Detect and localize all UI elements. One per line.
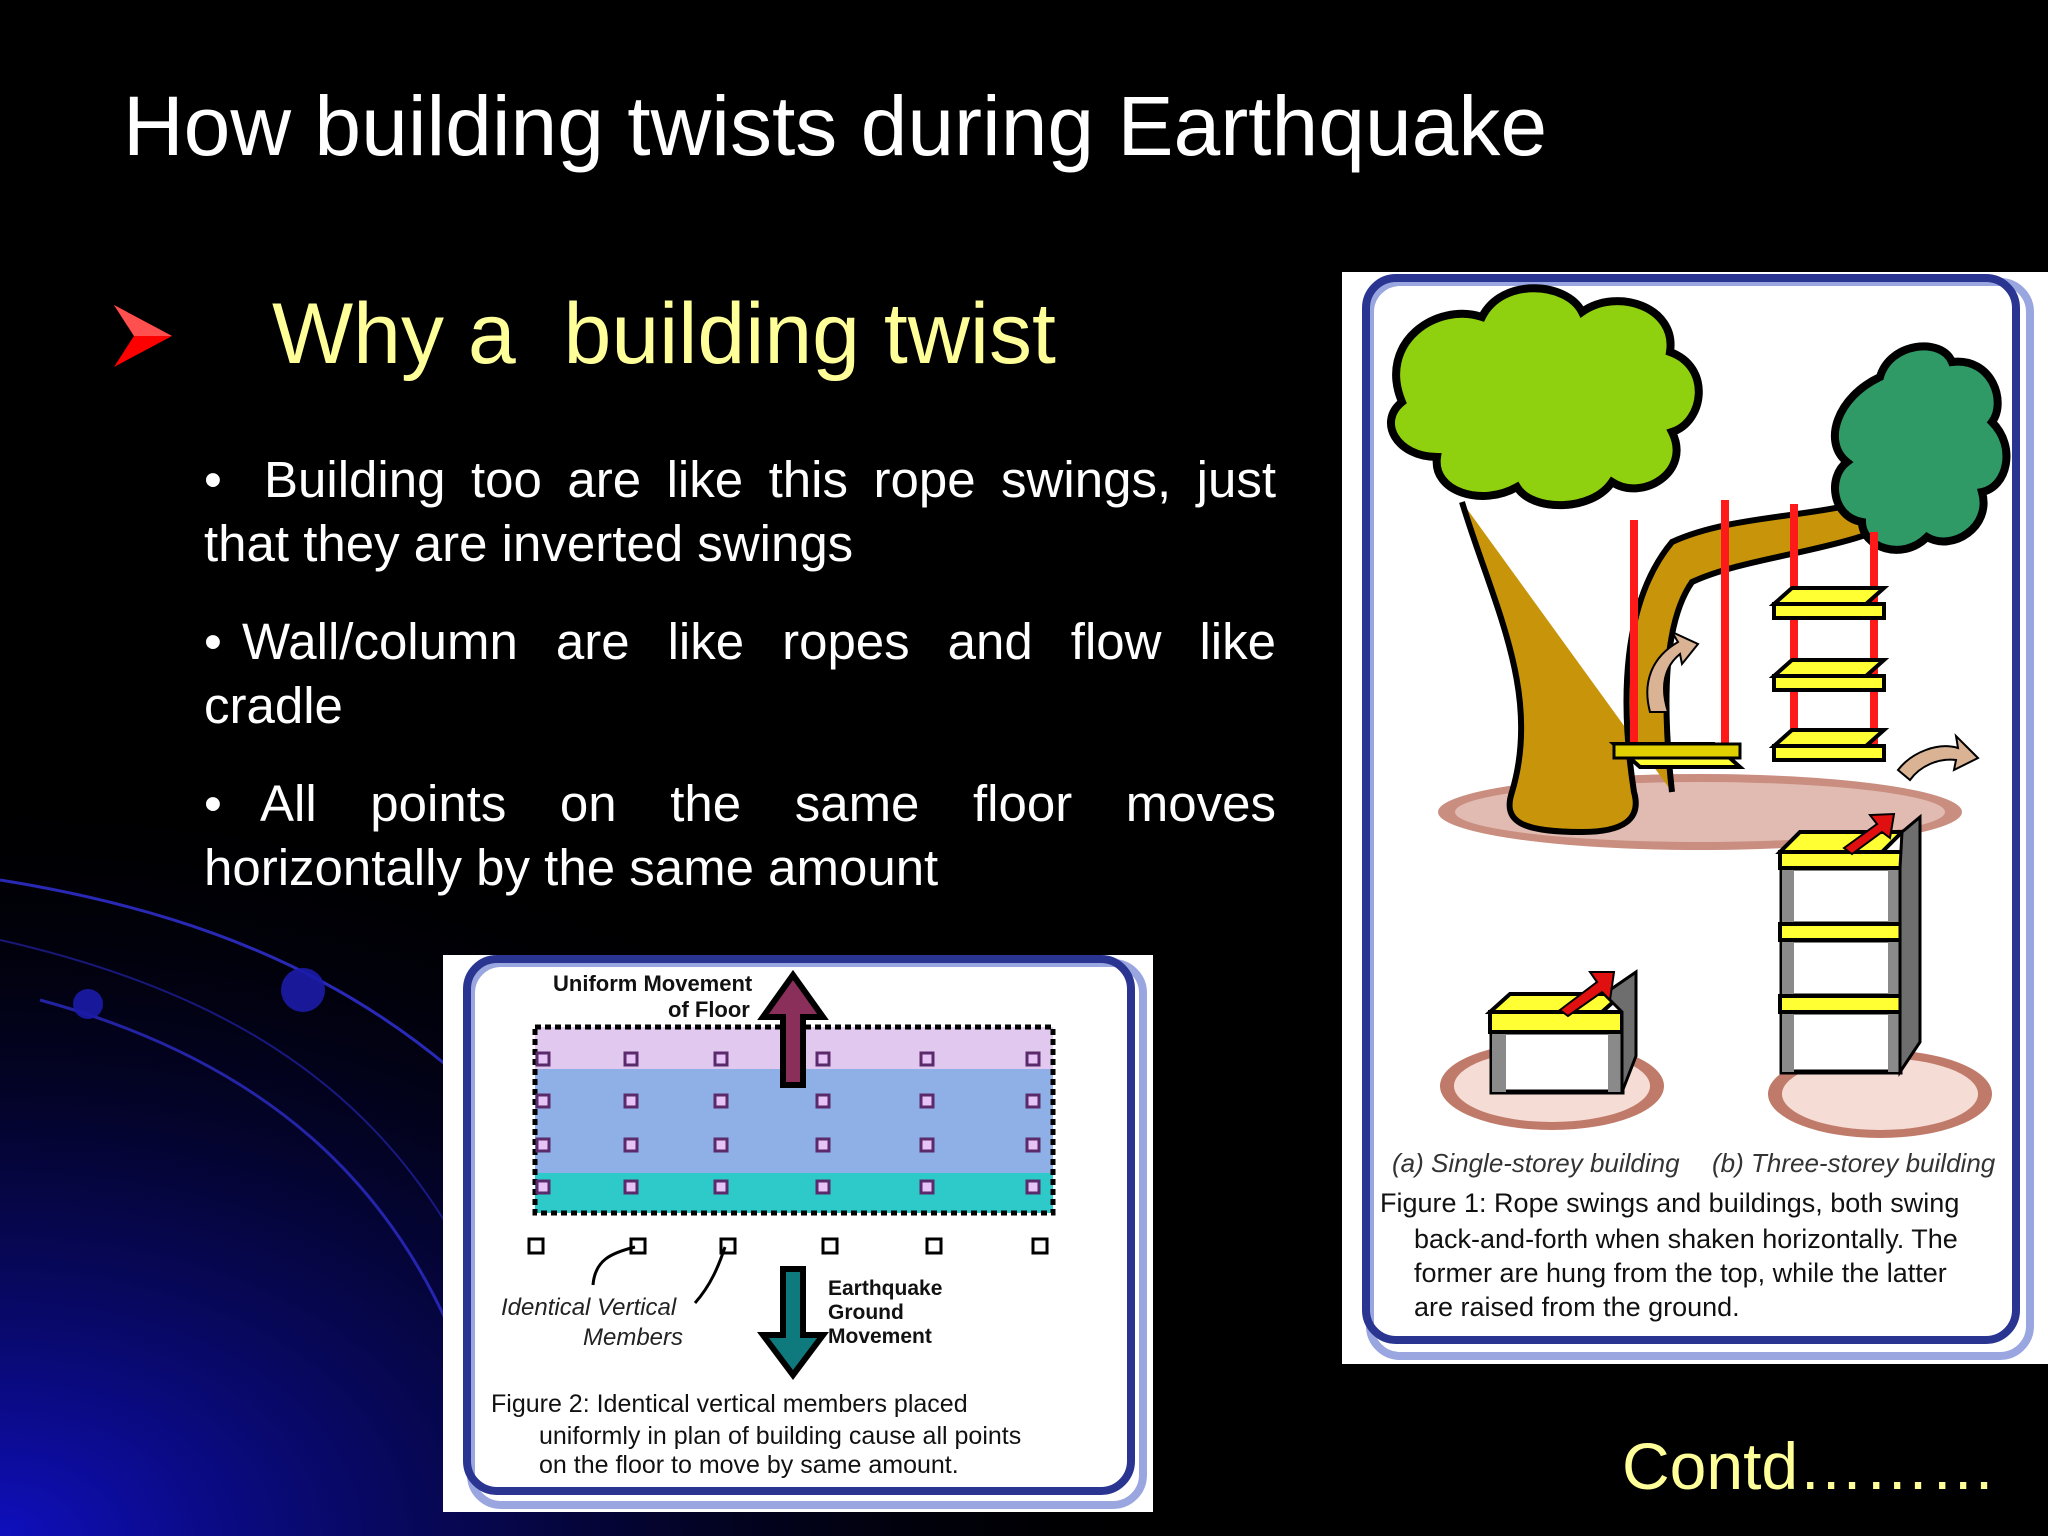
rope-swing-illustration [1342, 272, 2048, 1364]
column-marker [817, 1181, 829, 1193]
svg-text:Uniform Movement: Uniform Movement [553, 971, 753, 996]
figure2-top-label [553, 971, 753, 1022]
column-marker [921, 1095, 933, 1107]
svg-text:Ground: Ground [828, 1301, 904, 1324]
svg-text:Figure 1: Rope swings and buil: Figure 1: Rope swings and buildings, both swing [1380, 1188, 1960, 1218]
column-marker [537, 1139, 549, 1151]
figure-floor-plan [443, 955, 1153, 1512]
section-subheading: Why a building twist [272, 286, 1056, 382]
svg-text:Movement: Movement [828, 1325, 932, 1348]
column-marker [715, 1053, 727, 1065]
continued-label: Contd……… [1622, 1429, 1997, 1503]
svg-text:Figure 2: Identical vertical m: Figure 2: Identical vertical members placed [491, 1390, 968, 1418]
svg-text:Identical Vertical: Identical Vertical [501, 1294, 677, 1321]
figure-rope-swings [1342, 272, 2048, 1364]
column-marker [715, 1139, 727, 1151]
svg-text:former are hung from the top,: former are hung from the top, while the latter [1414, 1258, 1947, 1288]
column-marker [921, 1139, 933, 1151]
svg-text:uniformly in plan of building: uniformly in plan of building cause all points [539, 1422, 1022, 1450]
column-marker [921, 1181, 933, 1193]
column-marker [537, 1095, 549, 1107]
svg-text:Earthquake: Earthquake [828, 1277, 943, 1300]
figure1-label-b: (b) Three-storey building [1712, 1148, 1996, 1178]
figure2-members-label [501, 1294, 683, 1351]
column-marker [537, 1053, 549, 1065]
column-marker [817, 1053, 829, 1065]
svg-text:back-and-forth when shaken hor: back-and-forth when shaken horizontally. The [1414, 1224, 1958, 1254]
column-marker [625, 1095, 637, 1107]
bullet-point-1: • Building too are like this rope swings, just that they are inverted swings [204, 451, 1276, 572]
figure2-ground-label [828, 1277, 942, 1348]
bullet-point-3: • All points on the same floor moves horizontally by the same amount [204, 775, 1276, 896]
svg-text:Members: Members [583, 1324, 684, 1351]
figure2-caption [491, 1390, 1021, 1479]
svg-text:are raised from the ground.: are raised from the ground. [1414, 1292, 1740, 1322]
figure1-label-a: (a) Single-storey building [1392, 1148, 1680, 1178]
column-marker [1027, 1181, 1039, 1193]
svg-text:on the floor to move by same a: on the floor to move by same amount. [539, 1451, 959, 1479]
column-marker [537, 1181, 549, 1193]
figure1-caption [1380, 1188, 1959, 1322]
column-marker [1027, 1053, 1039, 1065]
bullet-arrow-icon [112, 303, 174, 369]
column-marker [817, 1095, 829, 1107]
svg-text:of Floor: of Floor [668, 997, 750, 1022]
floor-plan-illustration [443, 955, 1153, 1512]
column-marker [1027, 1139, 1039, 1151]
column-marker [1027, 1095, 1039, 1107]
bullet-point-2: • Wall/column are like ropes and flow like cradle [204, 613, 1276, 734]
bullet-list [204, 448, 1276, 934]
column-marker [715, 1181, 727, 1193]
column-marker [625, 1053, 637, 1065]
column-marker [817, 1139, 829, 1151]
column-marker [921, 1053, 933, 1065]
column-marker [715, 1095, 727, 1107]
column-marker [625, 1139, 637, 1151]
slide-title: How building twists during Earthquake [123, 79, 1548, 173]
column-marker [625, 1181, 637, 1193]
